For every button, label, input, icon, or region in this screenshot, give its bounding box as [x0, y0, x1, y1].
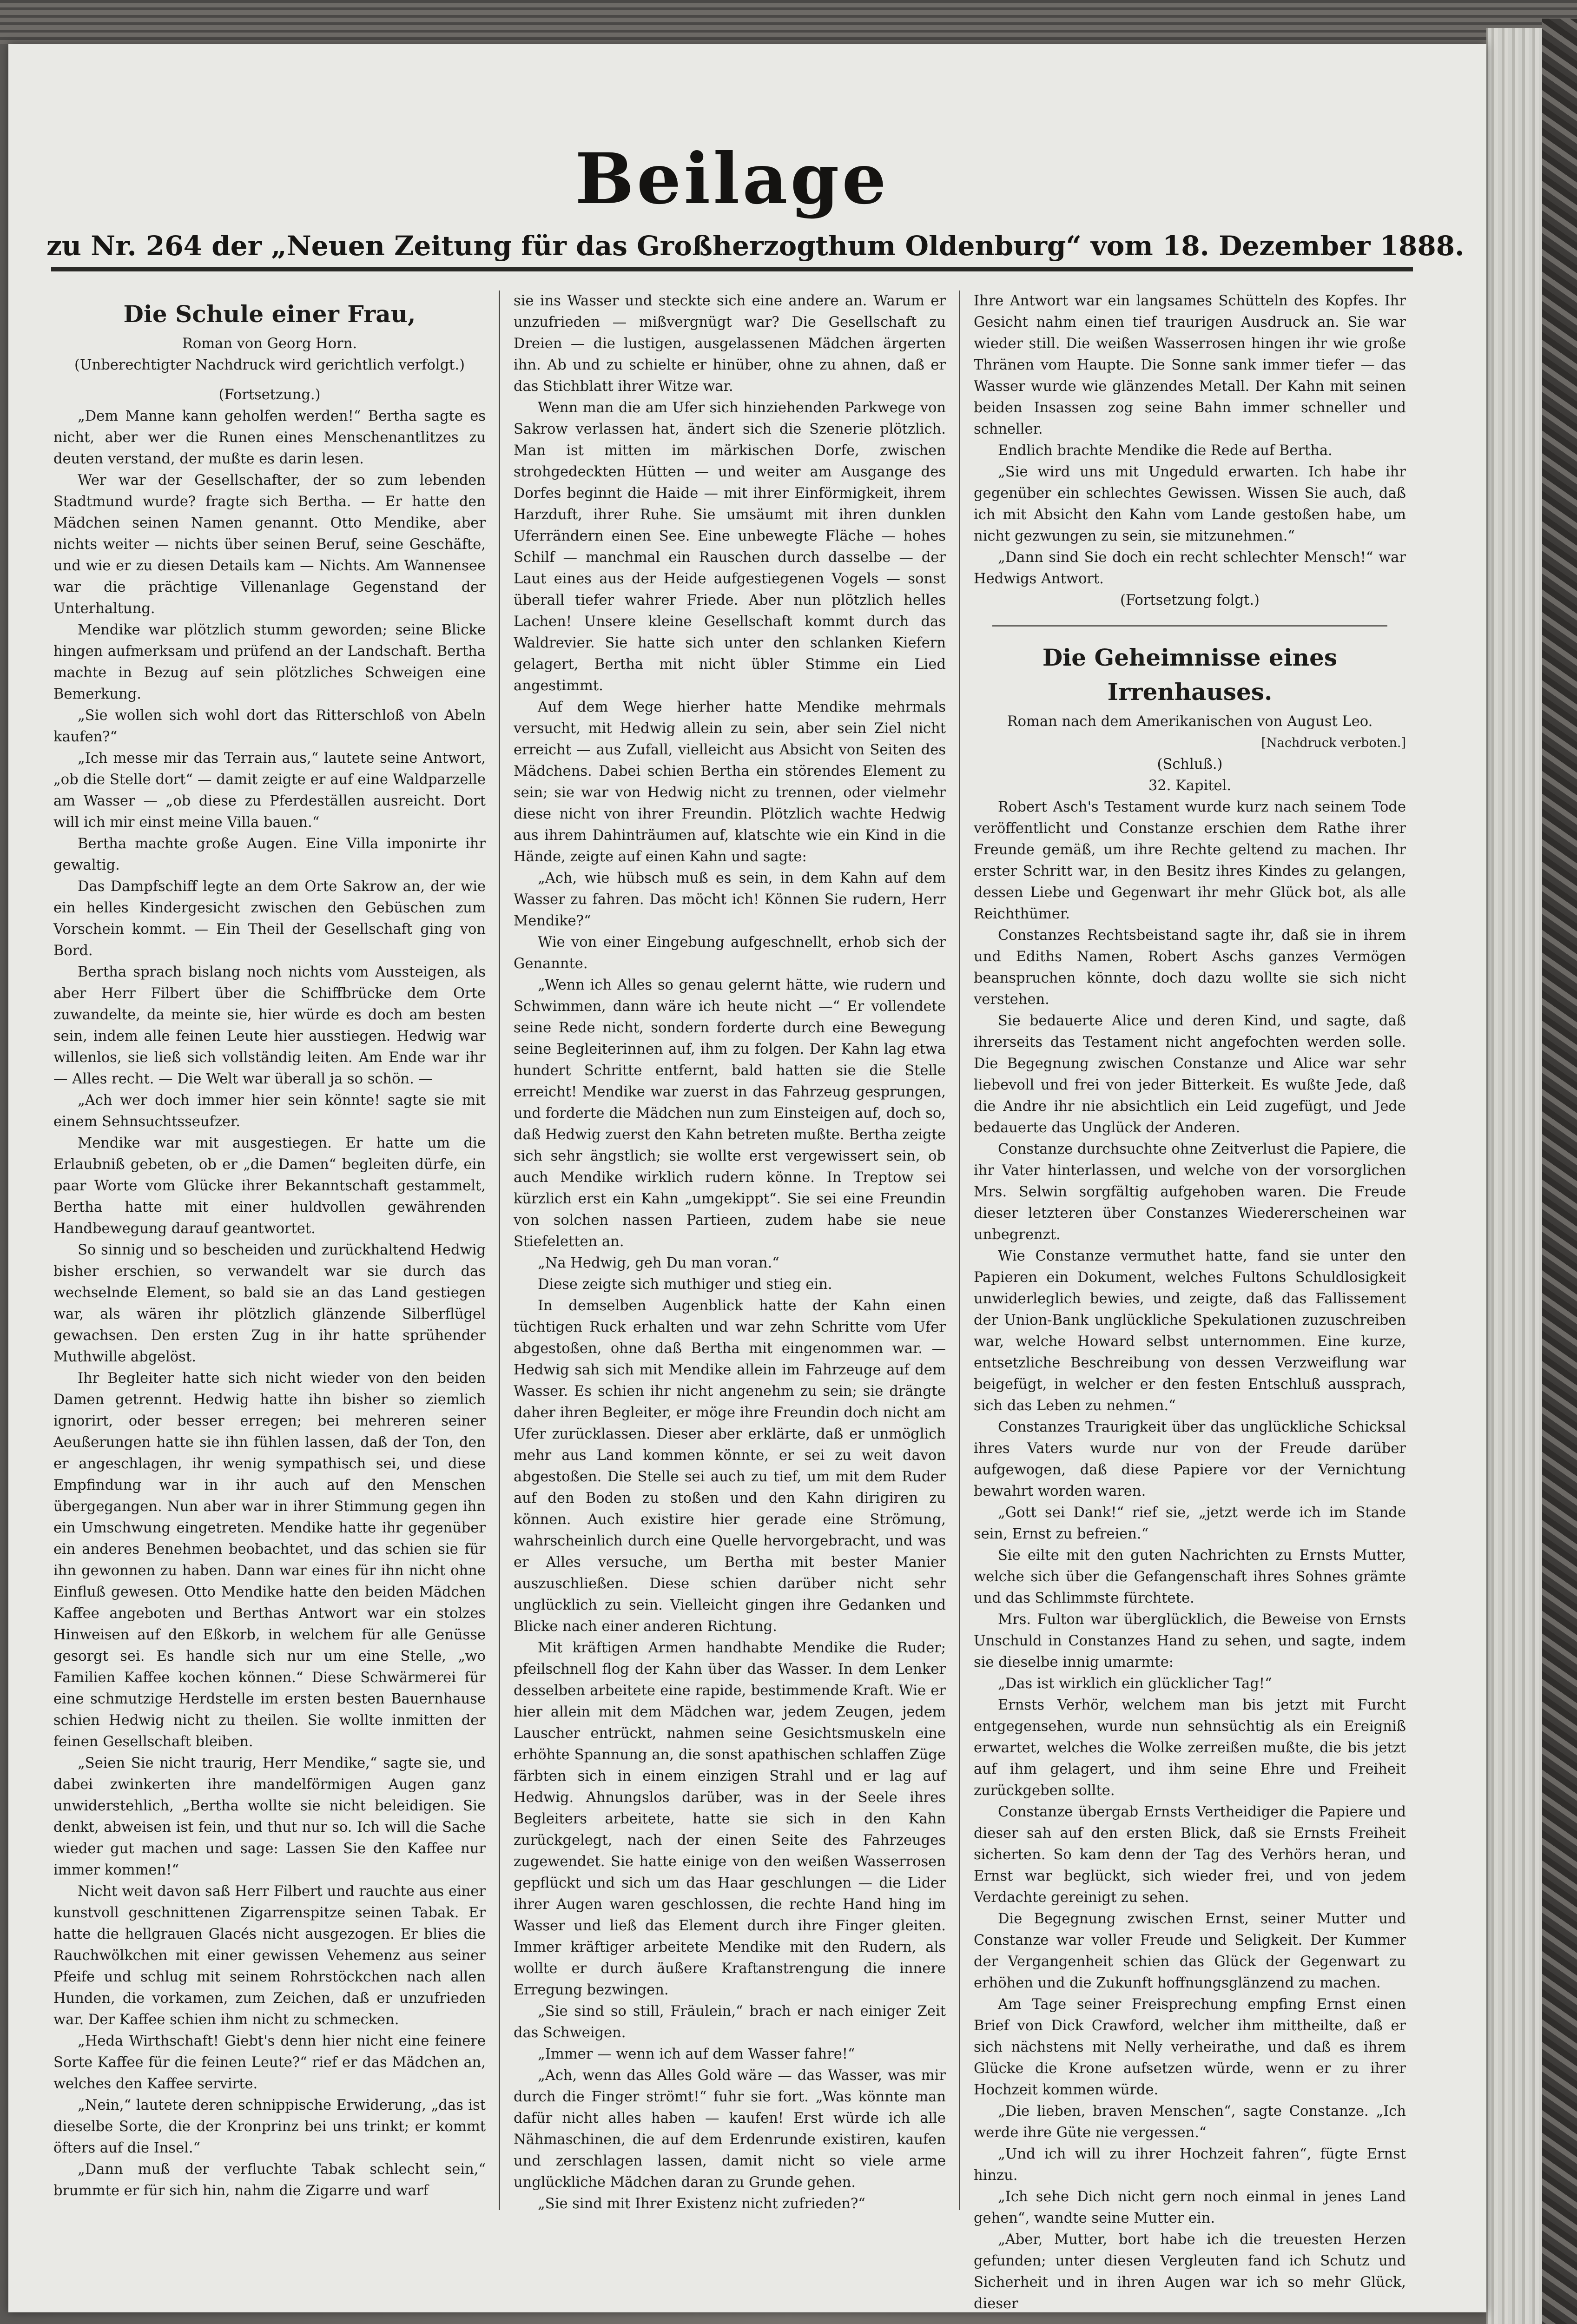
paragraph: Auf dem Wege hierher hatte Mendike mehrmals versucht, mit Hedwig allein zu sein, aber sein Ziel nicht erreicht — aus Zufall, vielleicht aus Absicht von Seiten des Mädchens. Dabei schien Bertha ein störendes Element zu sein; sie war von Hedwig nicht zu trennen, oder vielmehr diese nicht von ihrer Freundin. Plötzlich wachte Hedwig aus ihrem Dahinträumen auf, klatschte wie ein Kind in die Hände, zeigte auf einen Kahn und sagte: [514, 699, 946, 865]
paragraph: Die Begegnung zwischen Ernst, seiner Mutter und Constanze war voller Freude und Seligkeit. Der Kummer der Vergangenheit schien das Glück der Gegenwart zu erhöhen und die Zukunft hoffnungsglänzend zu machen. [974, 1911, 1406, 1991]
paragraph: „Ich messe mir das Terrain aus,“ lautete seine Antwort, „ob die Stelle dort“ — damit zeigte er auf eine Waldparzelle am Wasser — „ob diese zu Pferdeställen ausreicht. Dort will ich mir einst meine Villa bauen.“ [53, 750, 486, 831]
paragraph: Diese zeigte sich muthiger und stieg ein. [538, 1276, 832, 1293]
paragraph: Sie bedauerte Alice und deren Kind, und sagte, daß ihrerseits das Testament nicht angefochten werden solle. Die Begegnung zwischen Constanze und Alice war sehr liebevoll und frei von jeder Bitterkeit. Es wußte Jede, daß die Andre ihr nie absichtlich ein Leid zugefügt, und Jede bedauerte das Unglück der Anderen. [974, 1013, 1406, 1136]
paragraph: In demselben Augenblick hatte der Kahn einen tüchtigen Ruck erhalten und war zehn Schritte vom Ufer abgestoßen, ohne daß Bertha mit eingenommen war. — Hedwig sah sich mit Mendike allein im Fahrzeuge auf dem Wasser. Es schien ihr nicht angenehm zu sein; sie drängte daher ihren Begleiter, er möge ihre Freundin doch nicht am Ufer zurücklassen. Dieser aber erklärte, daß er unmöglich mehr aus Land kommen könnte, er sei zu weit davon abgestoßen. Die Stelle sei auch zu tief, um mit dem Ruder auf den Boden zu stoßen und den Kahn dirigiren zu können. Auch existire hier gerade eine Strömung, wahrscheinlich durch eine Quelle hervorgebracht, und was er Alles versuche, um Bertha mit bester Manier auszuschließen. Diese schien darüber nicht sehr unglücklich zu sein. Vielleicht gingen ihre Gedanken und Blicke nach einer anderen Richtung. [514, 1298, 946, 1635]
paragraph: „Heda Wirthschaft! Giebt's denn hier nicht eine feinere Sorte Kaffee für die feinen Leute?“ rief er das Mädchen an, welches den Kaffee servirte. [53, 2033, 486, 2092]
paragraph: Constanzes Traurigkeit über das unglückliche Schicksal ihres Vaters wurde nur von der Freude darüber aufgewogen, daß diese Papiere vor der Vernichtung bewahrt worden waren. [974, 1419, 1406, 1499]
paragraph: Am Tage seiner Freisprechung empfing Ernst einen Brief von Dick Crawford, welcher ihm mittheilte, daß er sich nächstens mit Nelly verheirathe, und daß es ihrem Glücke die Krone aufsetzen würde, wenn er zu ihrer Hochzeit kommen würde. [974, 1996, 1406, 2098]
masthead [46, 138, 1465, 267]
article-1-continued-note: (Fortsetzung folgt.) [1120, 592, 1260, 608]
paragraph: Mit kräftigen Armen handhabte Mendike die Ruder; pfeilschnell flog der Kahn über das Wasser. In dem Lenker desselben arbeitete eine rapide, bestimmende Kraft. Wie er hier allein mit dem Mädchen war, jedem Zeugen, jedem Lauscher entrückt, nahmen seine Gesichtsmuskeln eine erhöhte Spannung an, die sonst apathischen schlaffen Züge färbten sich in einem einzigen Strahl und er lag auf Hedwig. Ahnungslos darüber, was in der Seele ihres Begleiters arbeitete, hatte sie sich in den Kahn zurückgelegt, nach der einen Seite des Fahrzeuges zugewendet. Sie hatte einige von den weißen Wasserrosen gepflückt und sich um das Haar geschlungen — die Lider ihrer Augen waren geschlossen, die rechte Hand hing im Wasser und ließ das Element durch ihre Finger gleiten. Immer kräftiger arbeitete Mendike mit den Rudern, als wollte er durch äußere Kraftanstrengung die innere Erregung bezwingen. [514, 1640, 946, 1998]
binding-top-edge [0, 0, 1577, 44]
paragraph: „Sie wollen sich wohl dort das Ritterschloß von Abeln kaufen?“ [53, 707, 486, 745]
article-1-continuation: (Fortsetzung.) [218, 387, 321, 403]
paragraph: „Das ist wirklich ein glücklicher Tag!“ [998, 1676, 1272, 1692]
article-1-byline: Roman von Georg Horn. [182, 336, 357, 352]
paragraph: sie ins Wasser und steckte sich eine andere an. Warum er unzufrieden — mißvergnügt war? Die Gesellschaft zu Dreien — die lustigen, ausgelassenen Mädchen ärgerten ihn. Ab und zu schielte er hinüber, ohne zu ahnen, daß er das Stichblatt ihrer Witze war. [514, 293, 946, 395]
paragraph: Wenn man die am Ufer sich hinziehenden Parkwege von Sakrow verlassen hat, ändert sich die Szenerie plötzlich. Man ist mitten im märkischen Dorfe, zwischen strohgedeckten Hütten — und weiter am Ausgange des Dorfes beginnt die Haide — mit ihrer Einförmigkeit, ihrem Harzduft, ihrer Ruhe. Sie umsäumt mit ihren dunklen Uferrändern einen See. Eine unbewegte Fläche — hohes Schilf — manchmal ein Rauschen durch dasselbe — der Laut eines aus der Heide aufgestiegenen Vogels — sonst überall tiefer wahrer Friede. Aber nun plötzlich helles Lachen! Unsere kleine Gesellschaft kommt durch das Waldrevier. Sie hatte sich unter den schlanken Kiefern gelagert, Bertha mit nicht übler Stimme ein Lied angestimmt. [514, 400, 946, 694]
paragraph: „Immer — wenn ich auf dem Wasser fahre!“ [538, 2046, 855, 2062]
paragraph: Wer war der Gesellschafter, der so zum lebenden Stadtmund wurde? fragte sich Bertha. — Er hatte den Mädchen seinen Namen genannt. Otto Mendike, aber nichts weiter — nichts über seinen Beruf, seine Geschäfte, und wie er zu diesen Details kam — Nichts. Am Wannensee war die prächtige Villenanlage Gegenstand der Unterhaltung. [53, 472, 486, 617]
masthead-subtitle: zu Nr. 264 der „Neuen Zeitung für das Großherzogthum Oldenburg“ vom 18. Dezember 1888. [46, 230, 1465, 262]
paragraph: „Und ich will zu ihrer Hochzeit fahren“, fügte Ernst hinzu. [974, 2146, 1406, 2184]
paragraph: Ihr Begleiter hatte sich nicht wieder von den beiden Damen getrennt. Hedwig hatte ihn bisher so ziemlich ignorirt, oder besser erregen; bei mehreren seiner Aeußerungen hatte sie ihn fühlen lassen, daß der Ton, den er angeschlagen, ihr wenig sympathisch sei, und diese Empfindung war in ihr auch auf den Menschen übergegangen. Nun aber war in ihrer Stimmung gegen ihn ein Umschwung eingetreten. Mendike hatte ihr gegenüber ein anderes Benehmen beobachtet, und das schien sie für ihn gewonnen zu haben. Dann war eines für ihn nicht ohne Einfluß gewesen. Otto Mendike hatte den beiden Mädchen Kaffee angeboten und Berthas Antwort war ein stolzes Hinweisen auf den Eßkorb, in welchem für alle Genüsse gesorgt sei. Es handle sich nur um eine Stelle, „wo Familien Kaffee kochen können.“ Diese Schwärmerei für eine schmutzige Herdstelle im ersten besten Bauernhause schien Hedwig nicht zu theilen. Sie wollte inmitten der feinen Gesellschaft bleiben. [53, 1370, 486, 1750]
article-1-title: Die Schule einer Frau, [123, 300, 416, 328]
paragraph: „Sie sind so still, Fräulein,“ brach er nach einiger Zeit das Schweigen. [514, 2003, 946, 2041]
article-1-copyright-note: (Unberechtigter Nachdruck wird gerichtlich verfolgt.) [74, 357, 465, 373]
masthead-rule [51, 267, 1413, 271]
paragraph: „Seien Sie nicht traurig, Herr Mendike,“ sagte sie, und dabei zwinkerten ihre mandelförmigen Augen ganz unwiderstehlich, „Bertha wollte sie nicht beleidigen. Sie denkt, abweisen ist fein, und thut nur so. Ich will die Sache wieder gut machen und sage: Lassen Sie den Kaffee nur immer kommen!“ [53, 1755, 486, 1878]
paragraph: „Ach, wie hübsch muß es sein, in dem Kahn auf dem Wasser zu fahren. Das möcht ich! Können Sie rudern, Herr Mendike?“ [514, 870, 946, 929]
paragraph: „Ach, wenn das Alles Gold wäre — das Wasser, was mir durch die Finger strömt!“ fuhr sie fort. „Was könnte man dafür nicht alles haben — kaufen! Erst würde ich alle Nähmaschinen, die auf dem Erdenrunde existiren, kaufen und zerschlagen lassen, damit nicht so viele arme unglückliche Mädchen daran zu Grunde gehen. [514, 2067, 946, 2191]
paragraph: Bertha machte große Augen. Eine Villa imponirte ihr gewaltig. [53, 836, 486, 873]
paragraph: Wie von einer Eingebung aufgeschnellt, erhob sich der Genannte. [514, 934, 946, 972]
paragraph: So sinnig und so bescheiden und zurückhaltend Hedwig bisher erschien, so verwandelt war sie durch das wechselnde Element, so bald sie an das Land gestiegen war, als wären ihr plötzlich glänzende Silberflügel gewachsen. Den ersten Zug in ihr hatte sprühender Muthwille abgelöst. [53, 1242, 486, 1365]
article-2-copyright-note: [Nachdruck verboten.] [1261, 736, 1406, 750]
paragraph: Nicht weit davon saß Herr Filbert und rauchte aus einer kunstvoll geschnittenen Zigarrenspitze seinen Tabak. Er hatte die hellgrauen Glacés nicht ausgezogen. Er blies die Rauchwölkchen mit einer gewissen Vehemenz aus seiner Pfeife und schlug mit seinem Rohrstöckchen nach allen Hunden, die vorkamen, zum Zeichen, daß er unzufrieden war. Der Kaffee schien ihm nicht zu schmecken. [53, 1883, 486, 2028]
masthead-title: Beilage [575, 138, 889, 220]
paragraph: Bertha sprach bislang noch nichts vom Aussteigen, als aber Herr Filbert über die Schiffbrücke dem Orte zuwandelte, da meinte sie, hier würde es doch am besten sein, indem alle feinen Leute hier ausstiegen. Hedwig war willenlos, sie ließ sich vollständig leiten. Am Ende war ihr — Alles recht. — Die Welt war überall ja so schön. — [53, 964, 486, 1087]
paragraph: „Wenn ich Alles so genau gelernt hätte, wie rudern und Schwimmen, dann wäre ich heute nicht —“ Er vollendete seine Rede nicht, sondern forderte durch eine Bewegung seine Begleiterinnen auf, ihm zu folgen. Der Kahn lag etwa hundert Schritte entfernt, bald hatten sie die Stelle erreicht! Mendike war zuerst in das Fahrzeug gesprungen, und forderte die Mädchen nun zum Einsteigen auf, doch so, daß Hedwig zuerst den Kahn betreten mußte. Bertha zeigte sich sehr ängstlich; sie wollte erst vergewissert sein, ob auch Mendike wirklich rudern könne. In Treptow sei kürzlich erst ein Kahn „umgekippt“. Sie sei eine Freundin von solchen nassen Partieen, zudem habe sie neue Stiefeletten an. [514, 977, 946, 1250]
paragraph: „Sie wird uns mit Ungeduld erwarten. Ich habe ihr gegenüber ein schlechtes Gewissen. Wissen Sie auch, daß ich mit Absicht den Kahn vom Lande gestoßen habe, um nicht gezwungen zu sein, sie mitzunehmen.“ [974, 464, 1406, 544]
paragraph: „Na Hedwig, geh Du man voran.“ [538, 1255, 779, 1271]
book-binding [1542, 19, 1577, 2324]
column-1 [53, 290, 486, 2215]
paragraph: Endlich brachte Mendike die Rede auf Bertha. [998, 442, 1333, 459]
paragraph: Mrs. Fulton war überglücklich, die Beweise von Ernsts Unschuld in Constanzes Hand zu sehen, und sagte, indem sie dieselbe innig umarmte: [974, 1611, 1406, 1670]
paragraph: Constanzes Rechtsbeistand sagte ihr, daß sie in ihrem und Ediths Namen, Robert Aschs ganzes Vermögen beanspruchen könnte, doch dazu wollte sie sich nicht verstehen. [974, 927, 1406, 1008]
column-divider [959, 290, 960, 2210]
paragraph: Ihre Antwort war ein langsames Schütteln des Kopfes. Ihr Gesicht nahm einen tief traurigen Ausdruck an. Sie war wieder still. Die weißen Wasserrosen hingen ihr wie große Thränen vom Haupte. Die Sonne sank immer tiefer — das Wasser wurde wie glänzendes Metall. Der Kahn mit seinen beiden Insassen zog seine Bahn immer schneller und schneller. [974, 293, 1406, 437]
paragraph: „Gott sei Dank!“ rief sie, „jetzt werde ich im Stande sein, Ernst zu befreien.“ [974, 1505, 1406, 1542]
paragraph: „Sie sind mit Ihrer Existenz nicht zufrieden?“ [538, 2196, 865, 2212]
paragraph: „Dann sind Sie doch ein recht schlechter Mensch!“ war Hedwigs Antwort. [974, 549, 1406, 587]
chapter-heading: 32. Kapitel. [1148, 778, 1232, 794]
page-stack-edge [1486, 28, 1544, 2324]
paragraph: Ernsts Verhör, welchem man bis jetzt mit Furcht entgegensehen, wurde nun sehnsüchtig als ein Ereigniß erwartet, welches die Wolke zerreißen mußte, die bis jetzt auf ihm gelagert, und ihm seine Ehre und Freiheit zurückgeben sollte. [974, 1697, 1406, 1799]
paragraph: „Dann muß der verfluchte Tabak schlecht sein,“ brummte er für sich hin, nahm die Zigarre und warf [53, 2161, 486, 2199]
paragraph: „Dem Manne kann geholfen werden!“ Bertha sagte es nicht, aber wer die Runen eines Menschenantlitzes zu deuten verstand, der mußte es darin lesen. [53, 408, 486, 467]
paragraph: „Ach wer doch immer hier sein könnte! sagte sie mit einem Sehnsuchtsseufzer. [53, 1092, 486, 1130]
paragraph: Robert Asch's Testament wurde kurz nach seinem Tode veröffentlicht und Constanze erschien dem Rathe ihrer Freunde gemäß, um ihre Rechte geltend zu machen. Ihr erster Schritt war, in den Besitz ihres Kindes zu gelangen, dessen Liebe und Gegenwart ihr mehr Glück bot, als alle Reichthümer. [974, 799, 1406, 922]
paragraph: „Die lieben, braven Menschen“, sagte Constanze. „Ich werde ihre Güte nie vergessen.“ [974, 2103, 1406, 2141]
paragraph: Wie Constanze vermuthet hatte, fand sie unter den Papieren ein Dokument, welches Fultons Schuldlosigkeit unwiderleglich bewies, und zeigte, daß das Fallissement der Union-Bank unglückliche Spekulationen zuzuschreiben war, welche Howard selbst unternommen. Eine kurze, entsetzliche Beschreibung von dessen Verzweiflung war beigefügt, in welcher er den festen Entschluß aussprach, sich das Leben zu nehmen.“ [974, 1248, 1406, 1414]
article-2-title: Die Geheimnisse eines Irrenhauses. [1042, 644, 1338, 706]
article-2-continuation: (Schluß.) [1157, 756, 1223, 772]
paragraph: „Ich sehe Dich nicht gern noch einmal in jenes Land gehen“, wandte seine Mutter ein. [974, 2189, 1406, 2226]
article-separator [992, 625, 1387, 627]
paragraph: „Nein,“ lautete deren schnippische Erwiderung, „das ist dieselbe Sorte, die der Kronprinz bei uns trinkt; er kommt öfters auf die Insel.“ [53, 2097, 486, 2156]
paragraph: Mendike war plötzlich stumm geworden; seine Blicke hingen aufmerksam und prüfend an der Landschaft. Bertha machte in Bezug auf sein plötzliches Schweigen eine Bemerkung. [53, 622, 486, 702]
article-2-byline: Roman nach dem Amerikanischen von August Leo. [1007, 713, 1373, 730]
paragraph: „Aber, Mutter, bort habe ich die treuesten Herzen gefunden; unter diesen Vergleuten fand ich Schutz und Sicherheit und in ihren Augen war ich so mehr Glück, dieser [974, 2232, 1406, 2312]
column-2 [514, 290, 946, 2215]
paragraph: Das Dampfschiff legte an dem Orte Sakrow an, der wie ein helles Kindergesicht zwischen den Gebüschen zum Vorschein kommt. — Ein Theil der Gesellschaft ging von Bord. [53, 878, 486, 959]
column-3 [974, 290, 1406, 2312]
paragraph: Constanze durchsuchte ohne Zeitverlust die Papiere, die ihr Vater hinterlassen, und welche von der vorsorglichen Mrs. Selwin sorgfältig aufgehoben waren. Die Freude dieser letzteren über Constanzes Wiedererscheinen war unbegrenzt. [974, 1141, 1406, 1243]
paragraph: Constanze übergab Ernsts Vertheidiger die Papiere und dieser sah auf den ersten Blick, daß sie Ernsts Freiheit sicherten. So kam denn der Tag des Verhörs heran, und Ernst war beglückt, sich wieder frei, und von jedem Verdachte gereinigt zu sehen. [974, 1804, 1406, 1906]
paragraph: Mendike war mit ausgestiegen. Er hatte um die Erlaubniß gebeten, ob er „die Damen“ begleiten dürfe, ein paar Worte vom Glücke ihrer Bekanntschaft gestammelt, Bertha hatte mit einer huldvollen gewährenden Handbewegung darauf geantwortet. [53, 1135, 486, 1237]
paragraph: Sie eilte mit den guten Nachrichten zu Ernsts Mutter, welche sich über die Gefangenschaft ihres Sohnes grämte und das Schlimmste fürchtete. [974, 1547, 1406, 1606]
column-divider [499, 290, 500, 2210]
